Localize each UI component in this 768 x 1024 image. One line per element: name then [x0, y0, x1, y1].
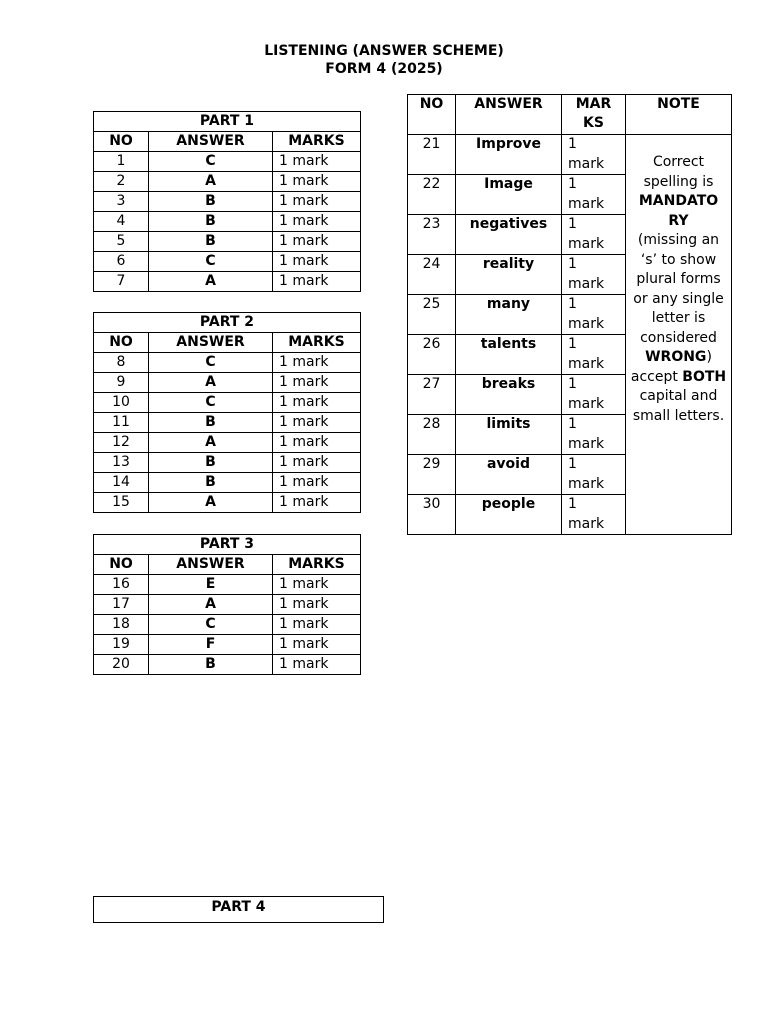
note-text: Correct spelling is — [643, 154, 714, 190]
answer-cell: F — [149, 635, 273, 655]
table-row — [94, 473, 361, 493]
table-row — [94, 493, 361, 513]
question-number: 5 — [94, 232, 149, 252]
page-title: LISTENING (ANSWER SCHEME) — [264, 43, 504, 59]
question-number: 28 — [408, 415, 456, 455]
question-number: 24 — [408, 255, 456, 295]
col-marks-header: MARKS — [273, 333, 361, 353]
marks-cell: 1 mark — [273, 353, 361, 373]
question-number: 17 — [94, 595, 149, 615]
question-number: 4 — [94, 212, 149, 232]
part1-title: PART 1 — [94, 112, 361, 132]
answer-cell: B — [149, 212, 273, 232]
marks-label: 1 mark — [568, 176, 605, 212]
col-no-header: NO — [408, 95, 456, 135]
marks-cell — [562, 175, 626, 215]
marks-cell: 1 mark — [273, 232, 361, 252]
note-text: MANDATORY — [638, 193, 719, 229]
answer-cell: Improve — [456, 135, 562, 175]
answer-cell: A — [149, 433, 273, 453]
answer-cell: C — [149, 393, 273, 413]
table-row — [94, 655, 361, 675]
question-number: 11 — [94, 413, 149, 433]
table-row — [94, 353, 361, 373]
question-number: 22 — [408, 175, 456, 215]
answer-cell: avoid — [456, 455, 562, 495]
question-number: 13 — [94, 453, 149, 473]
marks-cell: 1 mark — [273, 212, 361, 232]
part3-table — [93, 534, 361, 675]
col-marks-header: MARKS — [273, 132, 361, 152]
marks-cell: 1 mark — [273, 635, 361, 655]
note-cell — [626, 135, 732, 535]
marks-cell — [562, 335, 626, 375]
col-marks-header — [562, 95, 626, 135]
marks-cell: 1 mark — [273, 453, 361, 473]
table-row — [94, 373, 361, 393]
answer-cell: C — [149, 615, 273, 635]
answer-cell: A — [149, 172, 273, 192]
marks-cell: 1 mark — [273, 152, 361, 172]
marks-label: 1 mark — [568, 216, 605, 252]
part3-title: PART 3 — [94, 535, 361, 555]
marks-cell — [562, 295, 626, 335]
answer-cell: talents — [456, 335, 562, 375]
marks-cell: 1 mark — [273, 575, 361, 595]
question-number: 15 — [94, 493, 149, 513]
question-number: 6 — [94, 252, 149, 272]
part2-table — [93, 312, 361, 513]
question-number: 29 — [408, 455, 456, 495]
marks-cell: 1 mark — [273, 595, 361, 615]
part4-title: PART 4 — [94, 897, 384, 923]
question-number: 21 — [408, 135, 456, 175]
question-number: 2 — [94, 172, 149, 192]
marks-label: 1 mark — [568, 376, 605, 412]
marks-label: 1 mark — [568, 296, 605, 332]
marks-cell: 1 mark — [273, 192, 361, 212]
marks-cell: 1 mark — [273, 413, 361, 433]
marks-label: 1 mark — [568, 496, 605, 532]
marks-cell: 1 mark — [273, 493, 361, 513]
table-row — [94, 575, 361, 595]
question-number: 3 — [94, 192, 149, 212]
part2-title: PART 2 — [94, 313, 361, 333]
answer-cell: Image — [456, 175, 562, 215]
marks-label: 1 mark — [568, 336, 605, 372]
part1-table — [93, 111, 361, 292]
note-text: capital and small letters. — [632, 388, 725, 424]
question-number: 8 — [94, 353, 149, 373]
question-number: 20 — [94, 655, 149, 675]
marks-cell — [562, 495, 626, 535]
table-row — [94, 252, 361, 272]
marks-label: 1 mark — [568, 136, 605, 172]
table-row — [94, 272, 361, 292]
question-number: 25 — [408, 295, 456, 335]
question-number: 9 — [94, 373, 149, 393]
table-row — [94, 232, 361, 252]
table-row — [94, 433, 361, 453]
marks-cell — [562, 415, 626, 455]
marks-cell: 1 mark — [273, 473, 361, 493]
marks-cell: 1 mark — [273, 272, 361, 292]
col-answer-header: ANSWER — [456, 95, 562, 135]
marks-label: 1 mark — [568, 256, 605, 292]
answer-cell: A — [149, 493, 273, 513]
col-answer-header: ANSWER — [149, 555, 273, 575]
question-number: 10 — [94, 393, 149, 413]
question-number: 19 — [94, 635, 149, 655]
table-row — [94, 453, 361, 473]
marks-cell — [562, 215, 626, 255]
answer-cell: B — [149, 655, 273, 675]
table-row — [94, 192, 361, 212]
col-answer-header: ANSWER — [149, 132, 273, 152]
col-marks-header: MARKS — [273, 555, 361, 575]
note-text: ) accept — [630, 349, 712, 385]
table-row — [94, 393, 361, 413]
answer-cell: A — [149, 373, 273, 393]
marks-cell: 1 mark — [273, 433, 361, 453]
part4-answers-table — [407, 94, 732, 535]
col-no-header: NO — [94, 555, 149, 575]
answer-cell: people — [456, 495, 562, 535]
question-number: 27 — [408, 375, 456, 415]
table-row — [94, 212, 361, 232]
answer-cell: C — [149, 353, 273, 373]
table-row — [94, 615, 361, 635]
question-number: 26 — [408, 335, 456, 375]
answer-cell: B — [149, 473, 273, 493]
note-text: BOTH — [682, 368, 727, 385]
answer-cell: B — [149, 413, 273, 433]
note-text: (missing an ‘s’ to show plural forms or any single letter is considered — [633, 232, 724, 346]
table-row — [94, 595, 361, 615]
answer-cell: E — [149, 575, 273, 595]
answer-cell: B — [149, 232, 273, 252]
answer-cell: many — [456, 295, 562, 335]
col-no-header: NO — [94, 333, 149, 353]
marks-cell: 1 mark — [273, 393, 361, 413]
answer-cell: negatives — [456, 215, 562, 255]
col-marks-header-label: MAR KS — [575, 96, 612, 131]
marks-cell: 1 mark — [273, 373, 361, 393]
question-number: 30 — [408, 495, 456, 535]
marks-cell: 1 mark — [273, 615, 361, 635]
table-row — [94, 152, 361, 172]
table-row — [94, 635, 361, 655]
question-number: 18 — [94, 615, 149, 635]
marks-cell — [562, 135, 626, 175]
question-number: 12 — [94, 433, 149, 453]
marks-cell: 1 mark — [273, 655, 361, 675]
note-text: WRONG — [645, 349, 707, 365]
answer-cell: B — [149, 192, 273, 212]
marks-cell — [562, 255, 626, 295]
question-number: 23 — [408, 215, 456, 255]
marks-cell: 1 mark — [273, 172, 361, 192]
part4-table — [93, 896, 384, 923]
table-row — [94, 172, 361, 192]
marks-cell — [562, 375, 626, 415]
col-no-header: NO — [94, 132, 149, 152]
marks-label: 1 mark — [568, 416, 605, 452]
table-row — [408, 135, 732, 175]
answer-cell: breaks — [456, 375, 562, 415]
page-subtitle: FORM 4 (2025) — [325, 61, 443, 77]
answer-cell: C — [149, 252, 273, 272]
answer-cell: B — [149, 453, 273, 473]
answer-cell: reality — [456, 255, 562, 295]
marks-cell — [562, 455, 626, 495]
question-number: 7 — [94, 272, 149, 292]
answer-cell: limits — [456, 415, 562, 455]
marks-cell: 1 mark — [273, 252, 361, 272]
col-answer-header: ANSWER — [149, 333, 273, 353]
col-note-header: NOTE — [626, 95, 732, 135]
answer-cell: A — [149, 272, 273, 292]
answer-cell: A — [149, 595, 273, 615]
question-number: 1 — [94, 152, 149, 172]
answer-cell: C — [149, 152, 273, 172]
table-row — [94, 413, 361, 433]
marks-label: 1 mark — [568, 456, 605, 492]
question-number: 16 — [94, 575, 149, 595]
question-number: 14 — [94, 473, 149, 493]
